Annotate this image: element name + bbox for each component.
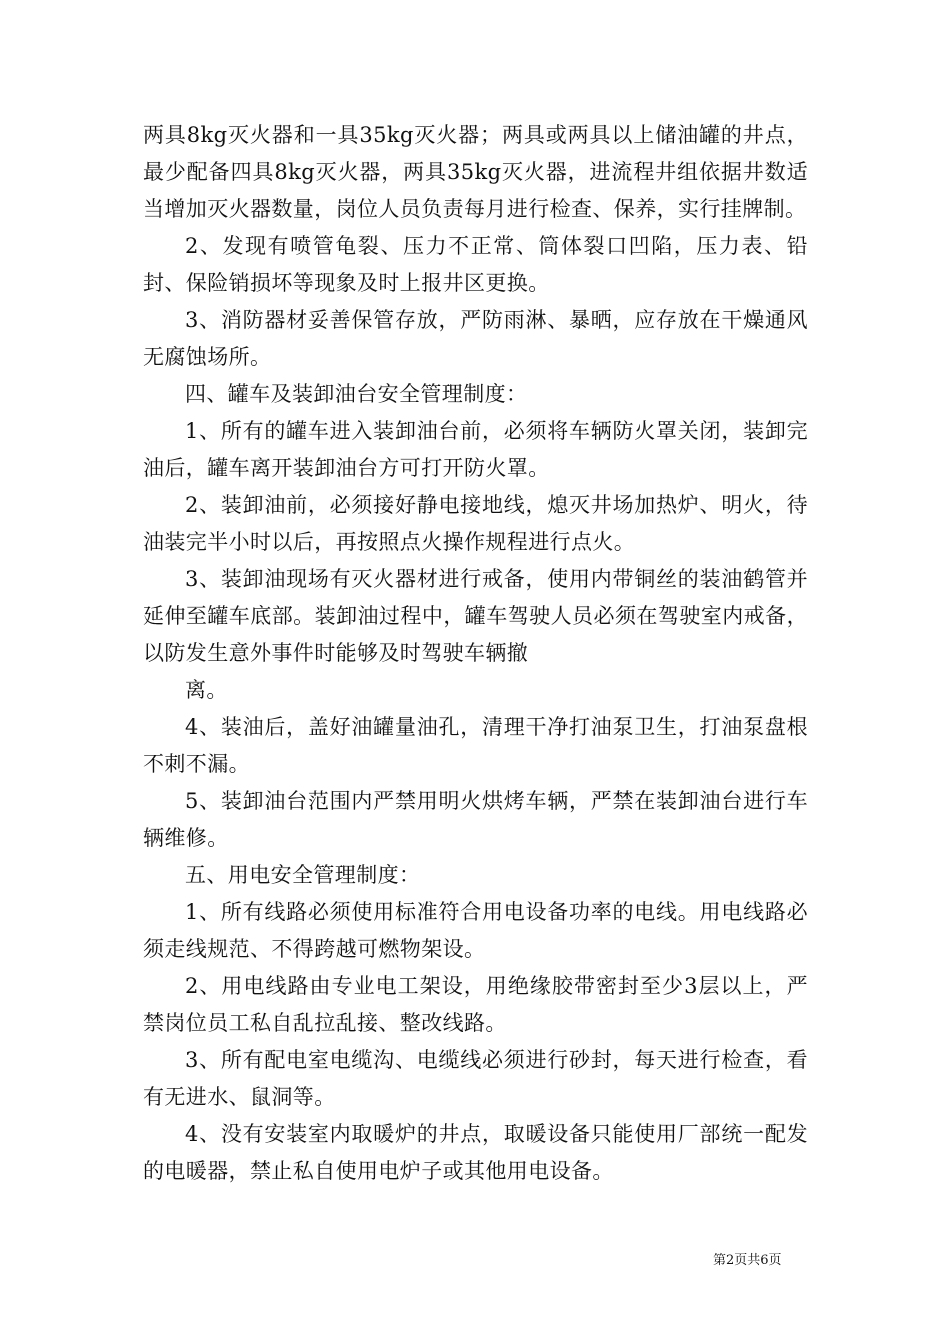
paragraph-8: 离。 [185, 678, 228, 702]
paragraph-15: 4、没有安装室内取暖炉的井点，取暖设备只能使用厂部统一配发的电暖器，禁止私自使用电炉子或其他用电设备。 [143, 1122, 808, 1183]
document-body [143, 117, 808, 1190]
paragraph-5: 1、所有的罐车进入装卸油台前，必须将车辆防火罩关闭，装卸完油后，罐车离开装卸油台方可打开防火罩。 [143, 419, 808, 480]
paragraph-6: 2、装卸油前，必须接好静电接地线，熄灭井场加热炉、明火，待油装完半小时以后，再按照点火操作规程进行点火。 [143, 493, 808, 554]
paragraph-7: 3、装卸油现场有灭火器材进行戒备，使用内带铜丝的装油鹤管并延伸至罐车底部。装卸油过程中，罐车驾驶人员必须在驾驶室内戒备，以防发生意外事件时能够及时驾驶车辆撤 [143, 567, 808, 665]
paragraph-1: 两具8kg灭火器和一具35kg灭火器；两具或两具以上储油罐的井点，最少配备四具8kg灭火器，两具35kg灭火器，进流程井组依据井数适当增加灭火器数量，岗位人员负责每月进行检查、保养，实行挂牌制。 [143, 123, 808, 221]
page-number-footer: 第2页共6页 [713, 1253, 782, 1268]
paragraph-14: 3、所有配电室电缆沟、电缆线必须进行砂封，每天进行检查，看有无进水、鼠洞等。 [143, 1048, 808, 1109]
paragraph-3: 3、消防器材妥善保管存放，严防雨淋、暴晒，应存放在干燥通风无腐蚀场所。 [143, 308, 808, 369]
section-heading-5: 五、用电安全管理制度： [185, 863, 421, 887]
paragraph-10: 5、装卸油台范围内严禁用明火烘烤车辆，严禁在装卸油台进行车辆维修。 [143, 789, 808, 850]
paragraph-2: 2、发现有喷管龟裂、压力不正常、筒体裂口凹陷，压力表、铅封、保险销损坏等现象及时上报井区更换。 [143, 234, 808, 295]
section-heading-4: 四、罐车及装卸油台安全管理制度： [185, 382, 528, 406]
paragraph-13: 2、用电线路由专业电工架设，用绝缘胶带密封至少3层以上，严禁岗位员工私自乱拉乱接、整改线路。 [143, 974, 808, 1035]
paragraph-9: 4、装油后，盖好油罐量油孔，清理干净打油泵卫生，打油泵盘根不刺不漏。 [143, 715, 808, 776]
paragraph-12: 1、所有线路必须使用标准符合用电设备功率的电线。用电线路必须走线规范、不得跨越可燃物架设。 [143, 900, 808, 961]
